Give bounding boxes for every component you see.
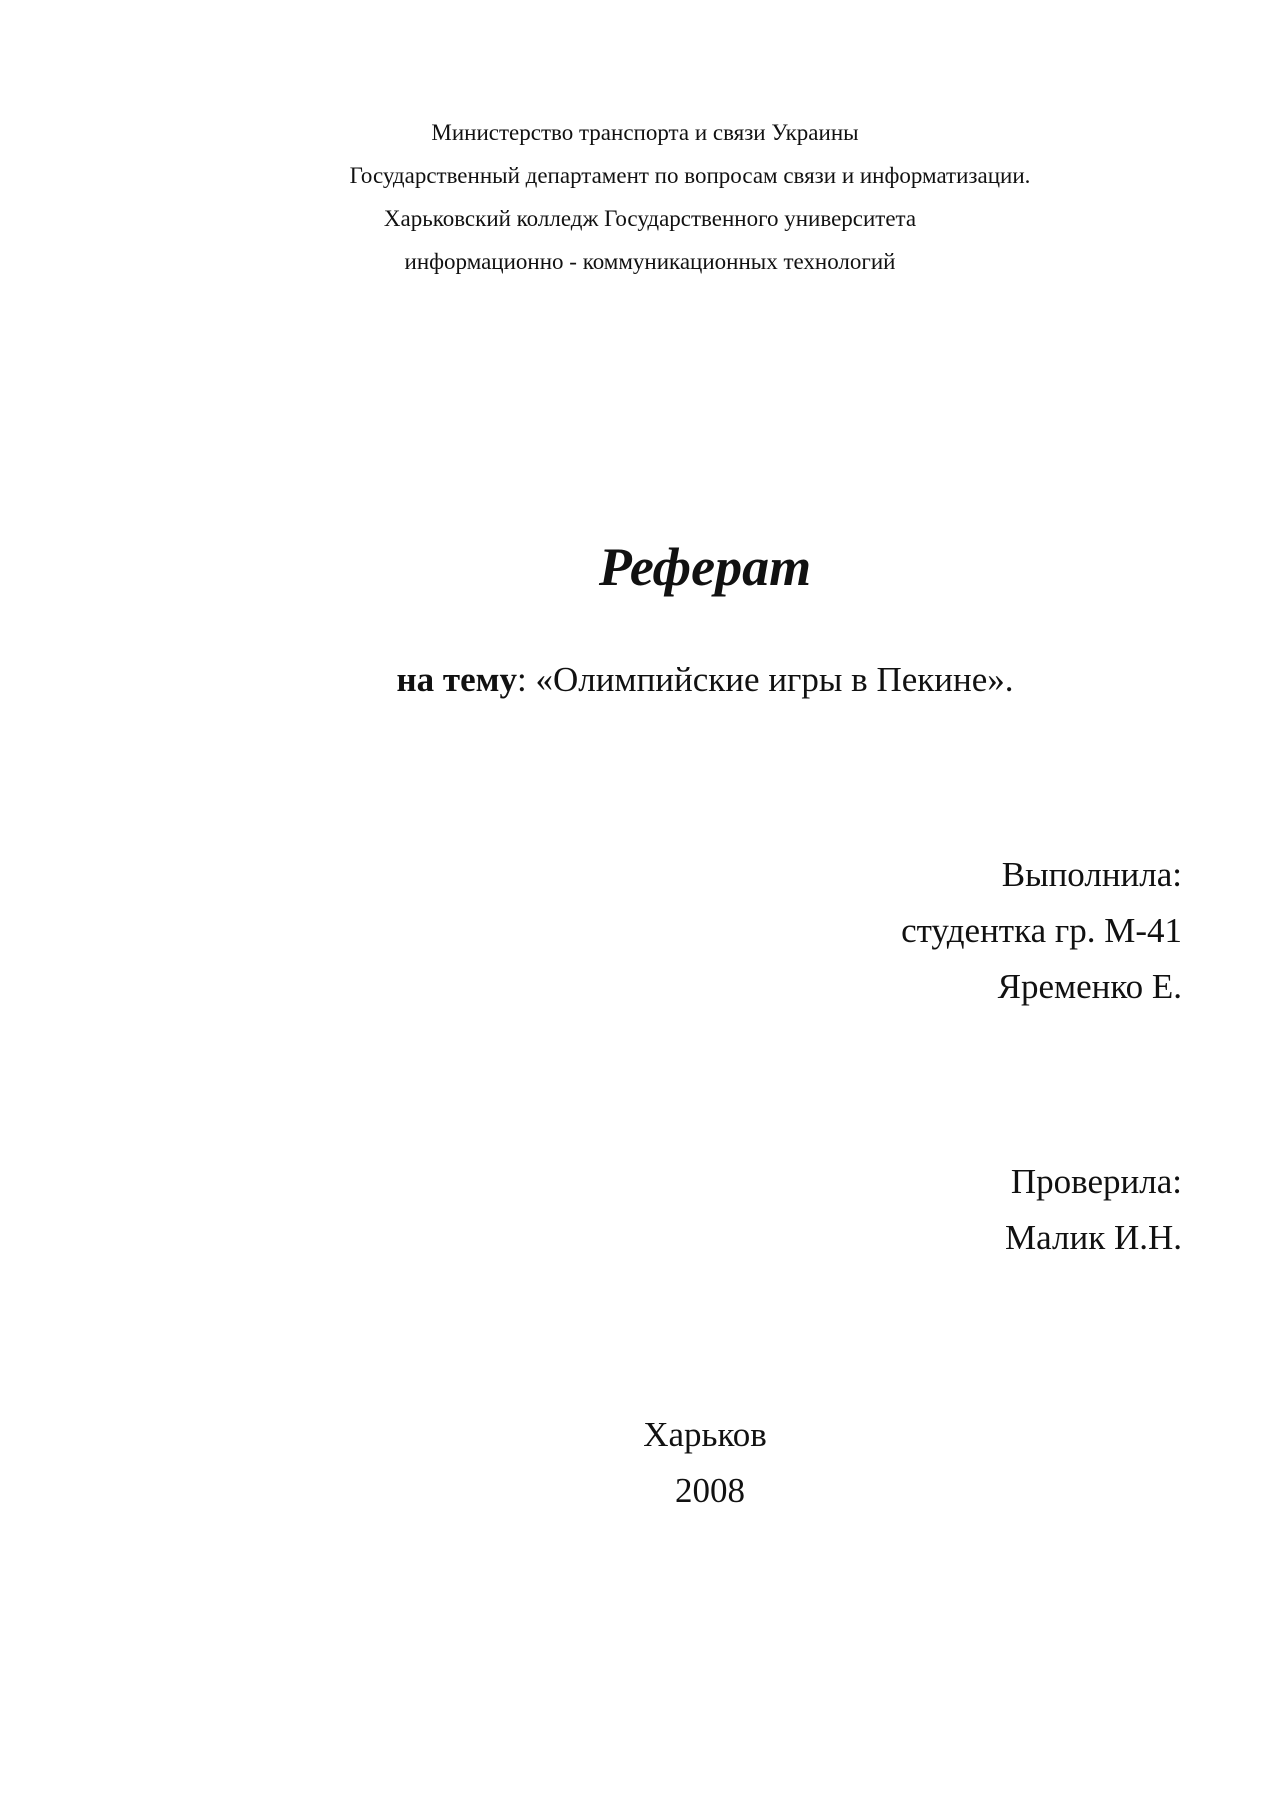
topic-separator: : [516, 660, 536, 699]
performed-label: Выполнила: [1001, 855, 1182, 894]
topic-text: «Олимпийские игры в Пекине». [535, 660, 1014, 699]
teacher-name: Малик И.Н. [1005, 1218, 1182, 1257]
college-line-1: Харьковский колледж Государственного университета [383, 206, 917, 231]
city: Харьков [643, 1415, 767, 1454]
student-group: студентка гр. М-41 [901, 911, 1182, 950]
topic-label: на тему [396, 660, 517, 699]
year: 2008 [675, 1471, 745, 1510]
student-name: Яременко Е. [997, 967, 1182, 1006]
topic-line [0, 660, 1280, 700]
department-line: Государственный департамент по вопросам связи и информатизации. [349, 163, 1031, 188]
ministry-line: Министерство транспорта и связи Украины [431, 120, 859, 145]
checked-label: Проверила: [1010, 1162, 1182, 1201]
document-title: Реферат [598, 537, 812, 597]
college-line-2: информационно - коммуникационных технологий [404, 249, 896, 274]
